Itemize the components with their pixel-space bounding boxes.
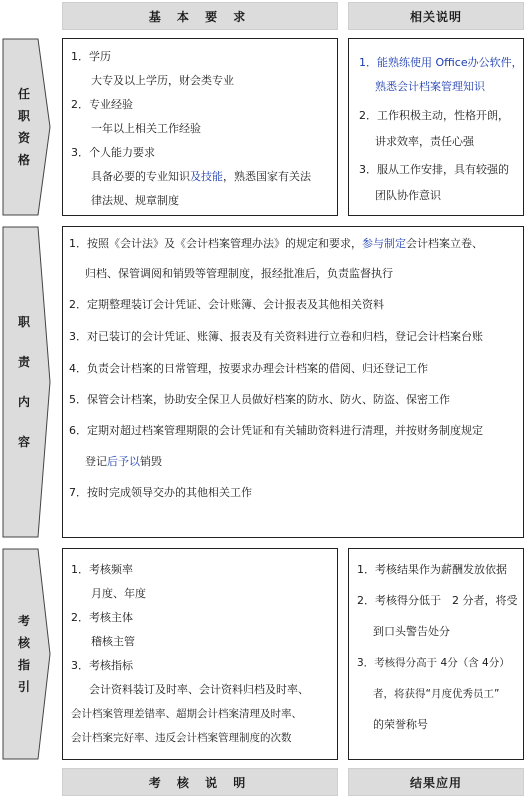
result-3-line2: 者，将获得“月度优秀员工” — [373, 688, 500, 700]
result-1: 1．考核结果作为薪酬发放依据 — [357, 563, 507, 576]
duty-1-line2: 归档、保管调阅和销毁等管理制度，报经批准后，负责监督执行 — [85, 267, 393, 280]
note-3-line2: 团队协作意识 — [375, 189, 441, 202]
assess-item-1-detail: 月度、年度 — [91, 587, 146, 600]
duty-4: 4．负责会计档案的日常管理，按要求办理会计档案的借阅、归还登记工作 — [69, 362, 428, 375]
qualification-notes-box — [348, 38, 524, 216]
qualification-label-text: 任 职 资 格 — [17, 87, 30, 167]
qual-item-2-detail: 一年以上相关工作经验 — [91, 122, 201, 135]
duties-box — [62, 226, 524, 538]
qual-item-2: 2．专业经验 — [71, 98, 133, 111]
section-label-assessment — [2, 548, 52, 760]
assess-item-3-detail-2: 会计档案管理差错率、超期会计档案清理及时率、 — [71, 708, 302, 720]
duty-2: 2．定期整理装订会计凭证、会计账簿、会计报表及其他相关资料 — [69, 298, 384, 311]
duty-3: 3．对已装订的会计凭证、账簿、报表及有关资料进行立卷和归档，登记会计档案台账 — [69, 330, 483, 343]
qualification-requirements-box — [62, 38, 338, 216]
result-3-line1: 3．考核得分高于 4分（含 4分） — [357, 657, 510, 669]
note-3-line1: 3．服从工作安排，具有较强的 — [359, 163, 509, 176]
qual-item-3-detail2: 律法规、规章制度 — [91, 194, 179, 207]
header-basic-requirements: 基 本 要 求 — [62, 2, 338, 30]
header-related-notes: 相关说明 — [348, 2, 524, 30]
note-2-line2: 讲求效率，责任心强 — [375, 135, 474, 148]
section-label-qualification — [2, 38, 52, 216]
qual-item-1-detail: 大专及以上学历，财会类专业 — [91, 74, 234, 87]
qual-item-3-detail: 具备必要的专业知识及技能，熟悉国家有关法 — [91, 170, 311, 183]
duty-1-line1: 1．按照《会计法》及《会计档案管理办法》的规定和要求，参与制定会计档案立卷、 — [69, 237, 483, 250]
qual-item-1: 1．学历 — [71, 50, 111, 63]
assess-item-2: 2．考核主体 — [71, 611, 133, 624]
note-1-line1: 1．能熟练使用 Office办公软件， — [359, 56, 523, 69]
duty-5: 5．保管会计档案，协助安全保卫人员做好档案的防水、防火、防盗、保密工作 — [69, 393, 450, 406]
duties-label-text: 职 责 内 容 — [17, 315, 30, 449]
result-2-line2: 到口头警告处分 — [373, 625, 450, 638]
duty-7: 7．按时完成领导交办的其他相关工作 — [69, 486, 252, 499]
assessment-results-box — [348, 548, 524, 760]
assess-item-3-detail-1: 会计资料装订及时率、会计资料归档及时率、 — [89, 683, 309, 696]
result-2-line1: 2．考核得分低于 2 分者，将受 — [357, 594, 518, 607]
assessment-label-text: 考 核 指 引 — [17, 614, 30, 694]
section-label-duties — [2, 226, 52, 538]
note-2-line1: 2．工作积极主动，性格开朗， — [359, 109, 509, 122]
assess-item-3: 3．考核指标 — [71, 659, 133, 672]
assess-item-1: 1．考核频率 — [71, 563, 133, 576]
footer-assessment-notes: 考 核 说 明 — [62, 768, 338, 796]
note-1-line2: 熟悉会计档案管理知识 — [375, 80, 485, 93]
assess-item-2-detail: 稽核主管 — [91, 635, 135, 648]
footer-result-application: 结果应用 — [348, 768, 524, 796]
duty-6-line1: 6．定期对超过档案管理期限的会计凭证和有关辅助资料进行清理，并按财务制度规定 — [69, 424, 483, 437]
assessment-guide-box — [62, 548, 338, 760]
assess-item-3-detail-3: 会计档案完好率、违反会计档案管理制度的次数 — [71, 732, 292, 744]
qual-item-3: 3．个人能力要求 — [71, 146, 155, 159]
result-3-line3: 的荣誉称号 — [373, 718, 428, 731]
duty-6-line2: 登记后予以销毁 — [85, 455, 162, 468]
